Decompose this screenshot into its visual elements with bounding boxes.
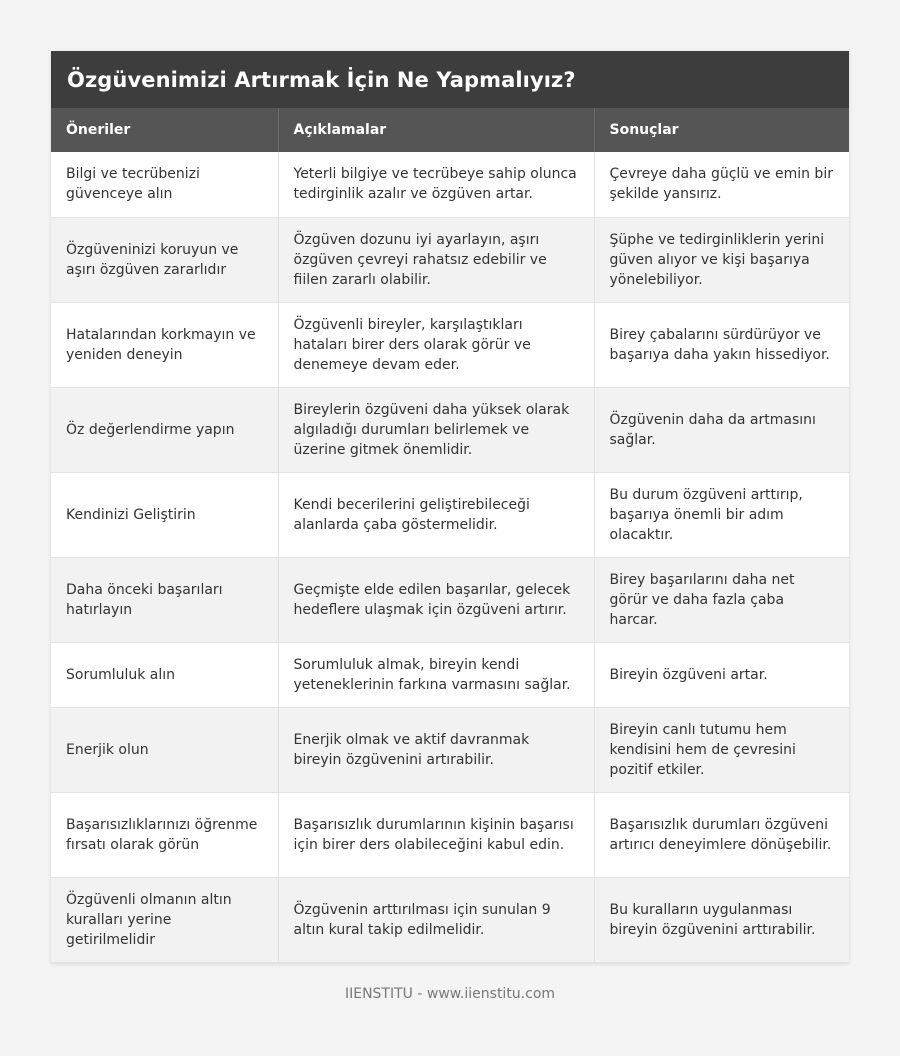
table-row (51, 877, 849, 962)
cell-sonuc: Bireyin canlı tutumu hem kendisini hem de çevresini pozitif etkiler. (594, 707, 849, 792)
footer-credit: IIENSTITU - www.iienstitu.com (344, 986, 556, 1002)
cell-sonuc: Birey başarılarını daha net görür ve daha fazla çaba harcar. (594, 557, 849, 642)
cell-sonuc: Başarısızlık durumları özgüveni artırıcı deneyimlere dönüşebilir. (594, 792, 849, 877)
cell-aciklama: Özgüven dozunu iyi ayarlayın, aşırı özgüven çevreyi rahatsız edebilir ve fiilen zararlı olabilir. (278, 217, 594, 302)
cell-oneri: Özgüvenli olmanın altın kuralları yerine getirilmelidir (51, 877, 278, 962)
table-card (51, 51, 849, 963)
cell-aciklama: Kendi becerilerini geliştirebileceği alanlarda çaba göstermelidir. (278, 472, 594, 557)
cell-aciklama: Geçmişte elde edilen başarılar, gelecek hedeflere ulaşmak için özgüveni artırır. (278, 557, 594, 642)
cell-oneri: Öz değerlendirme yapın (51, 387, 278, 472)
cell-sonuc: Bu kuralların uygulanması bireyin özgüvenini arttırabilir. (594, 877, 849, 962)
page-title: Özgüvenimizi Artırmak İçin Ne Yapmalıyız? (67, 67, 576, 92)
cell-sonuc: Birey çabalarını sürdürüyor ve başarıya daha yakın hissediyor. (594, 302, 849, 387)
table-row (51, 302, 849, 387)
table-row (51, 707, 849, 792)
cell-sonuc: Bireyin özgüveni artar. (594, 642, 849, 707)
cell-aciklama: Özgüvenli bireyler, karşılaştıkları hataları birer ders olarak görür ve denemeye devam eder. (278, 302, 594, 387)
title-bar (51, 51, 849, 108)
cell-sonuc: Şüphe ve tedirginliklerin yerini güven alıyor ve kişi başarıya yönelebiliyor. (594, 217, 849, 302)
cell-oneri: Özgüveninizi koruyun ve aşırı özgüven zararlıdır (51, 217, 278, 302)
table-row (51, 792, 849, 877)
cell-sonuc: Bu durum özgüveni arttırıp, başarıya önemli bir adım olacaktır. (594, 472, 849, 557)
table-row (51, 152, 849, 217)
cell-sonuc: Özgüvenin daha da artmasını sağlar. (594, 387, 849, 472)
cell-oneri: Kendinizi Geliştirin (51, 472, 278, 557)
table-row (51, 387, 849, 472)
column-header-aciklamalar: Açıklamalar (278, 108, 594, 152)
cell-aciklama: Özgüvenin arttırılması için sunulan 9 altın kural takip edilmelidir. (278, 877, 594, 962)
data-table (51, 108, 849, 963)
cell-oneri: Bilgi ve tecrübenizi güvenceye alın (51, 152, 278, 217)
cell-oneri: Daha önceki başarıları hatırlayın (51, 557, 278, 642)
cell-oneri: Enerjik olun (51, 707, 278, 792)
cell-aciklama: Başarısızlık durumlarının kişinin başarısı için birer ders olabileceğini kabul edin. (278, 792, 594, 877)
table-row (51, 642, 849, 707)
cell-sonuc: Çevreye daha güçlü ve emin bir şekilde yansırız. (594, 152, 849, 217)
cell-aciklama: Sorumluluk almak, bireyin kendi yeteneklerinin farkına varmasını sağlar. (278, 642, 594, 707)
cell-aciklama: Yeterli bilgiye ve tecrübeye sahip olunca tedirginlik azalır ve özgüven artar. (278, 152, 594, 217)
cell-oneri: Hatalarından korkmayın ve yeniden deneyin (51, 302, 278, 387)
table-row (51, 217, 849, 302)
cell-oneri: Sorumluluk alın (51, 642, 278, 707)
cell-oneri: Başarısızlıklarınızı öğrenme fırsatı olarak görün (51, 792, 278, 877)
column-header-oneriler: Öneriler (51, 108, 278, 152)
table-row (51, 557, 849, 642)
column-header-sonuclar: Sonuçlar (609, 122, 679, 138)
table-header-row (51, 108, 849, 152)
cell-aciklama: Bireylerin özgüveni daha yüksek olarak algıladığı durumları belirlemek ve üzerine gitmek önemlidir. (278, 387, 594, 472)
table-row (51, 472, 849, 557)
cell-aciklama: Enerjik olmak ve aktif davranmak bireyin özgüvenini artırabilir. (278, 707, 594, 792)
